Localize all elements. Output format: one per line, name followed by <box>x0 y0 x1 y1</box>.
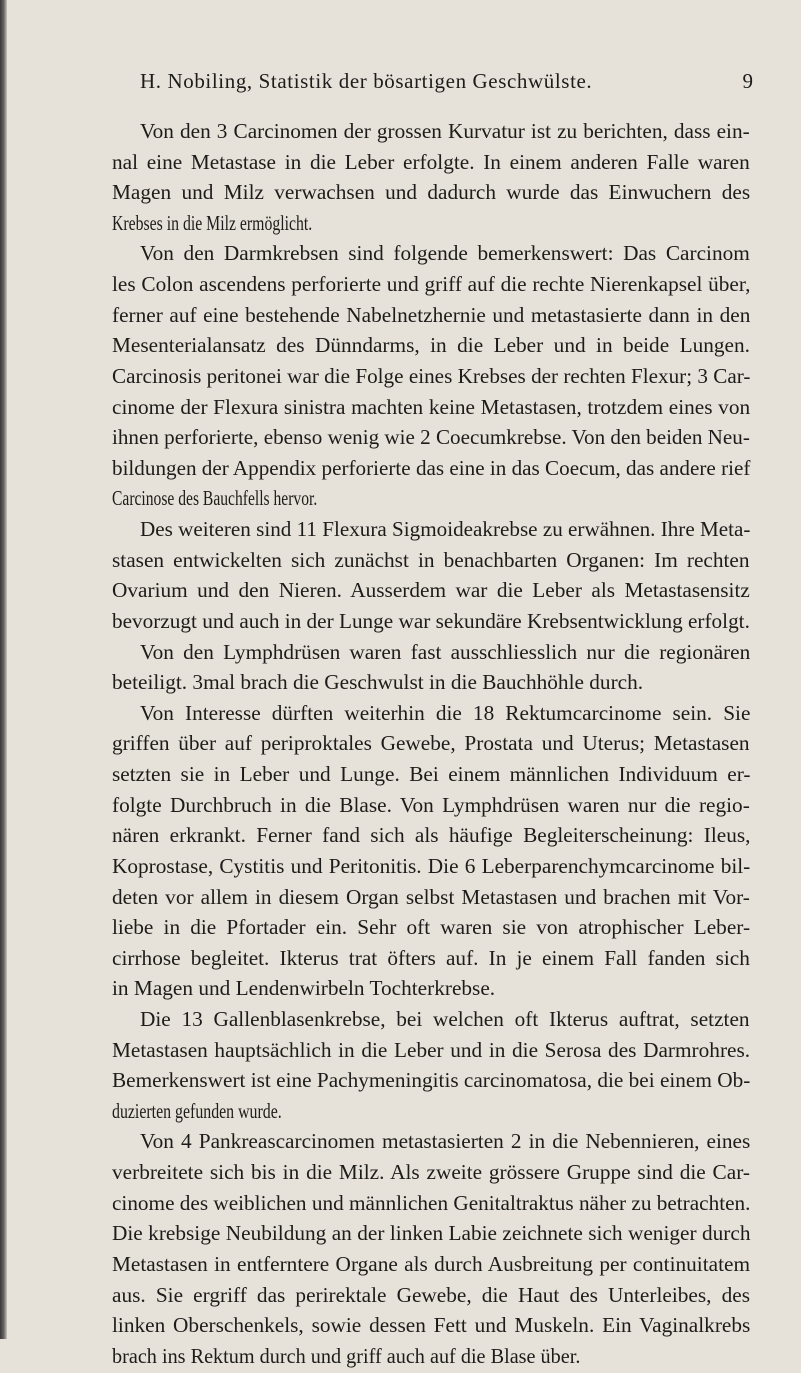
running-header-title: H. Nobiling, Statistik der bösartigen Geschwülste. <box>140 69 593 93</box>
text-line: verbreitete sich bis in die Milz. Als zweite grössere Gruppe sind die Car- <box>112 1160 750 1184</box>
text-line: bevorzugt und auch in der Lunge war sekundäre Krebsentwicklung erfolgt. <box>112 609 750 633</box>
text-line: ihnen perforierte, ebenso wenig wie 2 Coecumkrebse. Von den beiden Neu- <box>112 425 750 449</box>
text-line: Magen und Milz verwachsen und dadurch wurde das Einwuchern des <box>112 180 751 204</box>
text-line: Koprostase, Cystitis und Peritonitis. Die 6 Leberparenchymcarcinome bil- <box>112 854 751 878</box>
running-header <box>140 69 753 99</box>
text-line: linken Oberschenkels, sowie dessen Fett und Muskeln. Ein Vaginalkrebs <box>112 1313 751 1337</box>
text-line: ferner auf eine bestehende Nabelnetzhernie und metastasierte dann in den <box>112 303 751 327</box>
text-line: Von 4 Pankreascarcinomen metastasierten 2 in die Nebennieren, eines <box>140 1129 751 1153</box>
text-line: in Magen und Lendenwirbeln Tochterkrebse. <box>112 976 496 1000</box>
text-line: aus. Sie ergriff das perirektale Gewebe, die Haut des Unterleibes, des <box>112 1283 750 1307</box>
text-line: Von den Lymphdrüsen waren fast ausschliesslich nur die regionären <box>140 640 751 664</box>
text-line: cinome der Flexura sinistra machten keine Metastasen, trotzdem eines von <box>112 395 751 419</box>
text-line: bildungen der Appendix perforierte das eine in das Coecum, das andere rief <box>112 456 751 480</box>
text-line: Die 13 Gallenblasenkrebse, bei welchen oft Ikterus auftrat, setzten <box>140 1007 750 1031</box>
text-line: les Colon ascendens perforierte und griff auf die rechte Nierenkapsel über, <box>112 272 751 296</box>
text-line: nären erkrankt. Ferner fand sich als häufige Begleiterscheinung: Ileus, <box>112 823 751 847</box>
text-line: folgte Durchbruch in die Blase. Von Lymphdrüsen waren nur die regio- <box>112 793 750 817</box>
text-line: Von den Darmkrebsen sind folgende bemerkenswert: Das Carcinom <box>140 241 750 265</box>
text-line: Mesenterialansatz des Dünndarms, in die Leber und in beide Lungen. <box>112 333 750 357</box>
text-line: Ovarium und den Nieren. Ausserdem war die Leber als Metastasensitz <box>112 578 750 602</box>
text-line: griffen über auf periproktales Gewebe, Prostata und Uterus; Metastasen <box>112 731 750 755</box>
text-line: cirrhose begleitet. Ikterus trat öfters auf. In je einem Fall fanden sich <box>112 946 750 970</box>
text-line: deten vor allem in diesem Organ selbst Metastasen und brachen mit Vor- <box>112 885 750 909</box>
text-line: Von Interesse dürften weiterhin die 18 Rektumcarcinome sein. Sie <box>140 701 751 725</box>
text-line: duzierten gefunden wurde. <box>112 1099 282 1123</box>
text-line: setzten sie in Leber und Lunge. Bei einem männlichen Individuum er- <box>112 762 751 786</box>
text-line: cinome des weiblichen und männlichen Genitaltraktus näher zu betrachten. <box>112 1191 751 1215</box>
page-number: 9 <box>742 69 753 93</box>
text-line: brach ins Rektum durch und griff auch auf die Blase über. <box>112 1344 581 1368</box>
text-line: Metastasen hauptsächlich in die Leber und in die Serosa des Darmrohres. <box>112 1038 751 1062</box>
text-line: liebe in die Pfortader ein. Sehr oft waren sie von atrophischer Leber- <box>112 915 751 939</box>
text-line: Metastasen in entferntere Organe als durch Ausbreitung per continuitatem <box>112 1252 751 1276</box>
text-line: Des weiteren sind 11 Flexura Sigmoideakrebse zu erwähnen. Ihre Meta- <box>140 517 751 541</box>
text-line: Carcinosis peritonei war die Folge eines Krebses der rechten Flexur; 3 Car- <box>112 364 751 388</box>
text-line: Die krebsige Neubildung an der linken Labie zeichnete sich weniger durch <box>112 1221 751 1245</box>
text-line: stasen entwickelten sich zunächst in benachbarten Organen: Im rechten <box>112 548 750 572</box>
text-line: Krebses in die Milz ermöglicht. <box>112 211 313 235</box>
text-line: Bemerkenswert ist eine Pachymeningitis carcinomatosa, die bei einem Ob- <box>112 1068 751 1092</box>
text-line: Carcinose des Bauchfells hervor. <box>112 486 318 510</box>
text-line: beteiligt. 3mal brach die Geschwulst in die Bauchhöhle durch. <box>112 670 644 694</box>
page-edge-shadow <box>0 0 7 1339</box>
text-line: nal eine Metastase in die Leber erfolgte. In einem anderen Falle waren <box>112 150 750 174</box>
text-line: Von den 3 Carcinomen der grossen Kurvatur ist zu berichten, dass ein- <box>140 119 750 143</box>
